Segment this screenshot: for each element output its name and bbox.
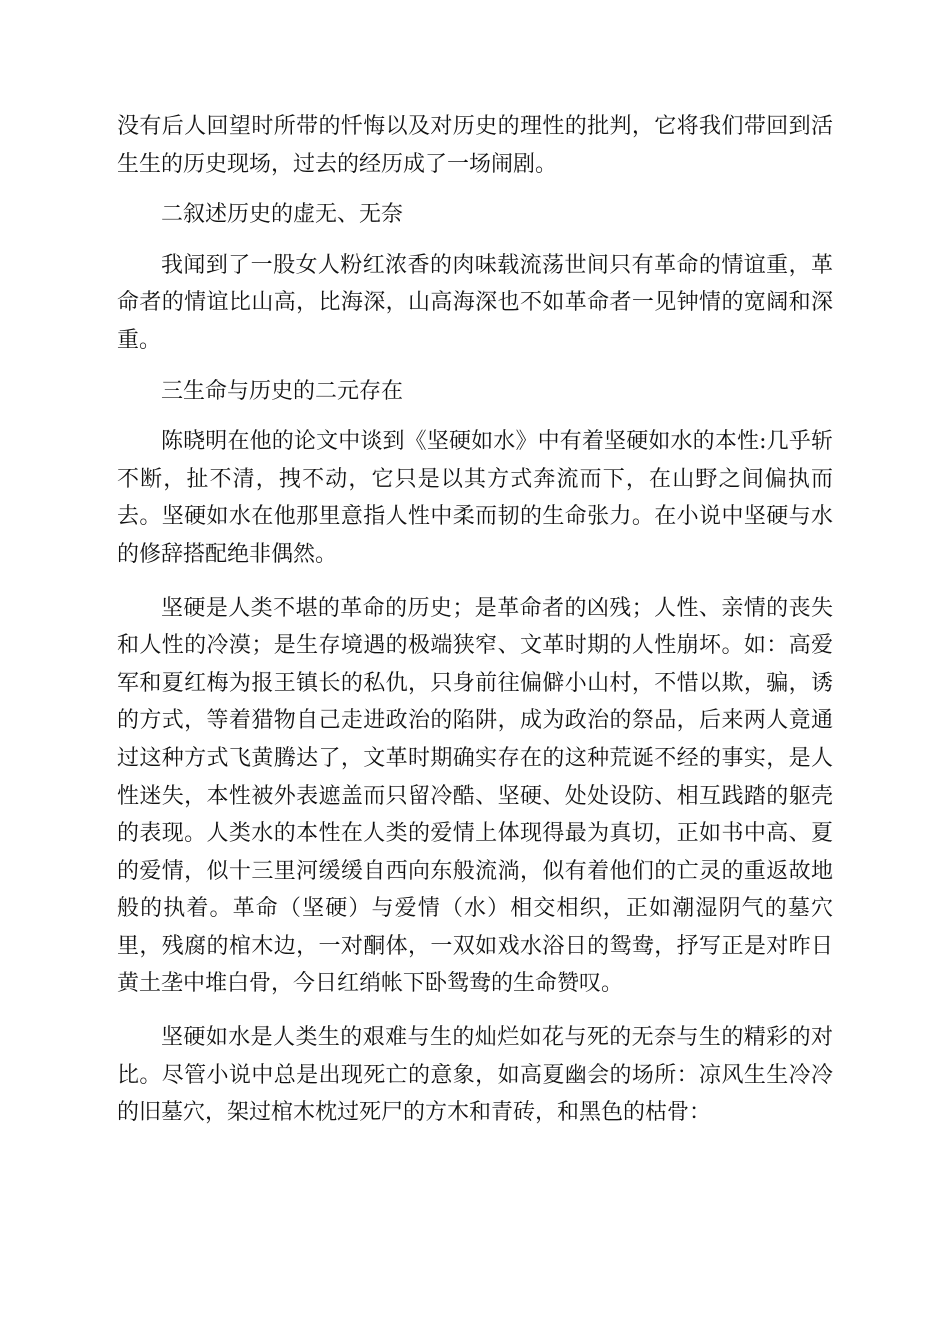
paragraph: 陈晓明在他的论文中谈到《坚硬如水》中有着坚硬如水的本性:几乎斩不断，扯不清，拽不动，它只是以其方式奔流而下，在山野之间偏执而去。坚硬如水在他那里意指人性中柔而韧的生命张力。在小说中坚硬与水的修辞搭配绝非偶然。 (117, 429, 833, 567)
document-page (117, 108, 833, 1132)
section-heading-3: 三生命与历史的二元存在 (161, 378, 404, 404)
paragraph: 我闻到了一股女人粉红浓香的肉味载流荡世间只有革命的情谊重，革命者的情谊比山高，比海深，山高海深也不如革命者一见钟情的宽阔和深重。 (117, 252, 833, 353)
paragraph-continuation: 没有后人回望时所带的忏悔以及对历史的理性的批判，它将我们带回到活生生的历史现场，过去的经历成了一场闹剧。 (117, 114, 833, 177)
paragraph: 坚硬是人类不堪的革命的历史；是革命者的凶残；人性、亲情的丧失和人性的冷漠；是生存境遇的极端狭窄、文革时期的人性崩坏。如：高爱军和夏红梅为报王镇长的私仇，只身前往偏僻小山村，不惜以欺，骗，诱的方式，等着猎物自己走进政治的陷阱，成为政治的祭品，后来两人竟通过这种方式飞黄腾达了，文革时期确实存在的这种荒诞不经的事实，是人性迷失，本性被外表遮盖而只留冷酷、坚硬、处处设防、相互践踏的躯壳的表现。人类水的本性在人类的爱情上体现得最为真切，正如书中高、夏的爱情，似十三里河缓缓自西向东般流淌，似有着他们的亡灵的重返故地般的执着。革命（坚硬）与爱情（水）相交相织，正如潮湿阴气的墓穴里，残腐的棺木边，一对酮体，一双如戏水浴日的鸳鸯，抒写正是对昨日黄土垄中堆白骨，今日红绡帐下卧鸳鸯的生命赞叹。 (117, 595, 833, 997)
section-heading-2: 二叙述历史的虚无、无奈 (161, 202, 404, 228)
paragraph: 坚硬如水是人类生的艰难与生的灿烂如花与死的无奈与生的精彩的对比。尽管小说中总是出现死亡的意象，如高夏幽会的场所：凉风生生冷冷的旧墓穴，架过棺木枕过死尸的方木和青砖，和黑色的枯骨： (117, 1025, 833, 1126)
